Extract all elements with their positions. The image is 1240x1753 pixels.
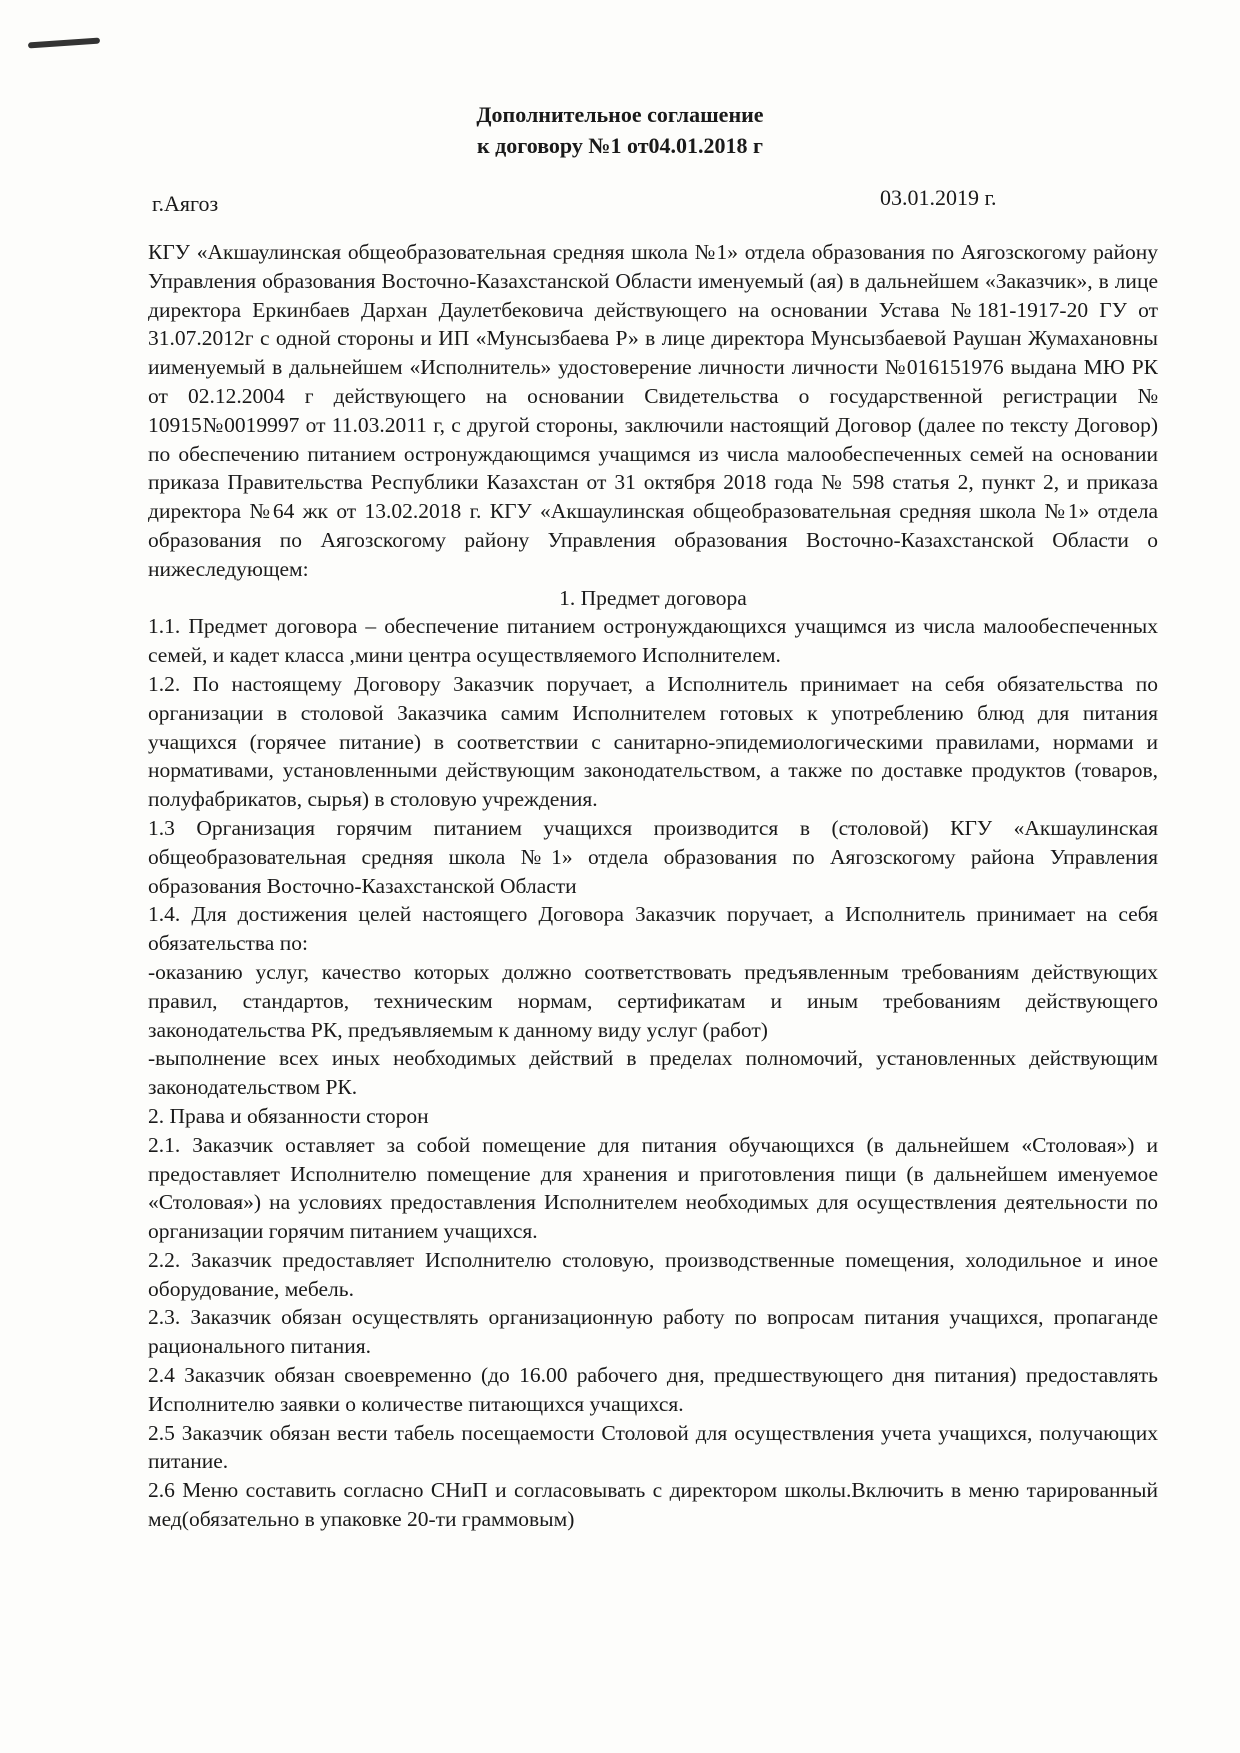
clause-1-2: 1.2. По настоящему Договору Заказчик поручает, а Исполнитель принимает на себя обязательства по организации в столовой Заказчика самим Исполнителем готовых к употреблению блюд для питания учащихся (горячее питание) в соответствии с санитарно-эпидемиологическими правилами, нормами и нормативами, установленными действующим законодательством, а также по доставке продуктов (товаров, полуфабрикатов, сырья) в столовую учреждения. xyxy=(148,671,1158,812)
clause-2-4: 2.4 Заказчик обязан своевременно (до 16.00 рабочего дня, предшествующего дня питания) предоставлять Исполнителю заявки о количестве питающихся учащихся. xyxy=(148,1363,1158,1416)
document-body xyxy=(148,238,1158,1534)
section-1-title: 1. Предмет договора xyxy=(559,585,747,610)
clause-1-4: 1.4. Для достижения целей настоящего Договора Заказчик поручает, а Исполнитель принимает на себя обязательства по: xyxy=(148,902,1158,956)
document-place: г.Аягоз xyxy=(152,191,219,216)
section-2-title: 2. Права и обязанности сторон xyxy=(148,1103,429,1128)
clause-1-3: 1.3 Организация горячим питанием учащихся производится в (столовой) КГУ «Акшаулинская общеобразовательная средняя школа №1» отдела образования по Аягозскогому района Управления образования Восточно-Казахстанской Области xyxy=(148,815,1158,898)
preamble-paragraph: КГУ «Акшаулинская общеобразовательная средняя школа №1» отдела образования по Аягозскогому району Управления образования Восточно-Казахстанской Области именуемый (ая) в дальнейшем «Заказчик», в лице директора Еркинбаев Дархан Даулетбековича действующего на основании Устава №181-1917-20 ГУ от 31.07.2012г с одной стороны и ИП «Мунсызбаева Р» в лице директора Мунсызбаевой Раушан Жумахановны иименуемый в дальнейшем «Исполнитель» удостоверение личности личности №016151976 выдана МЮ РК от 02.12.2004 г действующего на основании Свидетельства о государственной регистрации № 10915№0019997 от 11.03.2011 г, с другой стороны, заключили настоящий Договор (далее по тексту Договор) по обеспечению питанием остронуждающимся учащимся из числа малообеспеченных семей на основании приказа Правительства Республики Казахстан от 31 октября 2018 года № 598 статья 2, пункт 2, и приказа директора №64 жк от 13.02.2018 г. КГУ «Акшаулинская общеобразовательная средняя школа №1» отдела образования по Аягозскогому району Управления образования Восточно-Казахстанской Области о нижеследующем: xyxy=(148,240,1158,581)
document-title: Дополнительное соглашение xyxy=(476,102,764,127)
document-subtitle: к договору №1 от04.01.2018 г xyxy=(477,133,763,158)
clause-2-2: 2.2. Заказчик предоставляет Исполнителю столовую, производственные помещения, холодильное и иное оборудование, мебель. xyxy=(148,1247,1158,1301)
clause-2-6: 2.6 Меню составить согласно СНиП и согласовывать с директором школы.Включить в меню тарированный мед(обязательно в упаковке 20-ти граммовым) xyxy=(148,1478,1158,1532)
clause-1-1: 1.1. Предмет договора – обеспечение питанием остронуждающихся учащимся из числа малообеспеченных семей, и кадет класса ,мини центра осуществляемого Исполнителем. xyxy=(148,614,1158,668)
clause-1-4-a: -оказанию услуг, качество которых должно соответствовать предъявленным требованиям действующих правил, стандартов, техническим нормам, сертификатам и иным требованиям действующего законодательства РК, предъявляемым к данному виду услуг (работ) xyxy=(148,959,1158,1042)
scan-artifact-mark xyxy=(28,37,100,48)
clause-2-5: 2.5 Заказчик обязан вести табель посещаемости Столовой для осуществления учета учащихся, получающих питание. xyxy=(148,1420,1158,1474)
clause-2-1: 2.1. Заказчик оставляет за собой помещение для питания обучающихся (в дальнейшем «Столовая») и предоставляет Исполнителю помещение для хранения и приготовления пищи (в дальнейшем именуемое «Столовая») на условиях предоставления Исполнителем необходимых для осуществления деятельности по организации горячим питанием учащихся. xyxy=(148,1132,1158,1244)
clause-2-3: 2.3. Заказчик обязан осуществлять организационную работу по вопросам питания учащихся, пропаганде рационального питания. xyxy=(148,1305,1158,1359)
document-date: 03.01.2019 г. xyxy=(880,185,997,210)
clause-1-4-b: -выполнение всех иных необходимых действий в пределах полномочий, установленных действующим законодательством РК. xyxy=(148,1046,1158,1100)
